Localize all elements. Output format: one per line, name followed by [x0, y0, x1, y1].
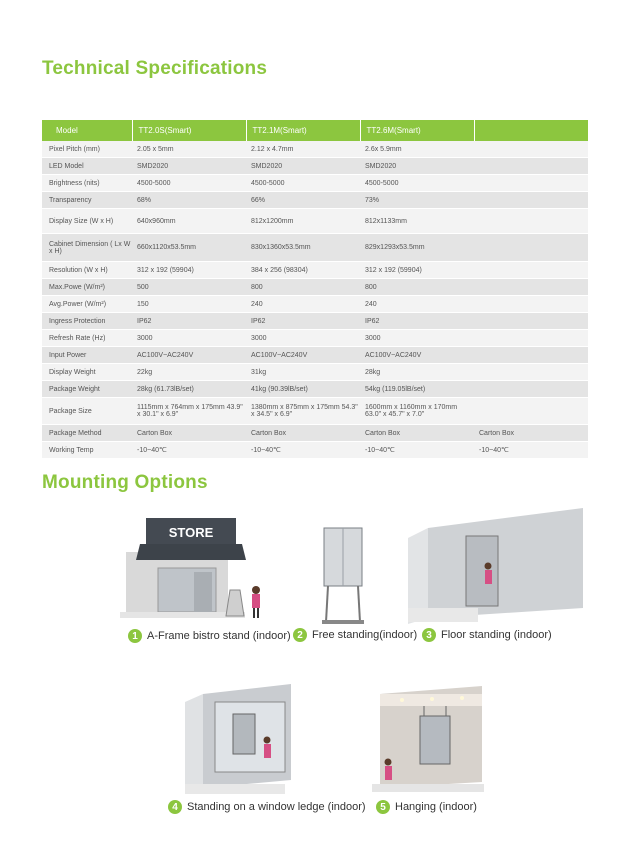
spec-label: Ingress Protection — [42, 313, 132, 330]
storefront-illustration — [118, 512, 288, 624]
number-badge: 1 — [128, 629, 142, 643]
spec-row — [42, 158, 588, 175]
spec-label: Cabinet Dimension ( Lx W x H) — [42, 234, 132, 262]
header-extra — [474, 120, 588, 141]
spec-row — [42, 209, 588, 234]
ledge-display — [233, 714, 255, 754]
spec-value: 640x960mm — [132, 209, 246, 234]
spec-row — [42, 262, 588, 279]
mount-option-label: Standing on a window ledge (indoor) — [187, 801, 366, 813]
floor-display — [466, 536, 498, 606]
spec-value: -10~40℃ — [474, 442, 588, 459]
person-body — [252, 594, 260, 608]
spec-value: 66% — [246, 192, 360, 209]
spec-row — [42, 192, 588, 209]
spec-value — [474, 141, 588, 158]
spec-value: 28kg — [360, 364, 474, 381]
stand-leg-right — [358, 586, 360, 622]
spec-label: Pixel Pitch (mm) — [42, 141, 132, 158]
spec-value: 812x1133mm — [360, 209, 474, 234]
spec-row — [42, 175, 588, 192]
spec-value: 312 x 192 (59904) — [132, 262, 246, 279]
spec-value: 240 — [246, 296, 360, 313]
store-sign-text: STORE — [168, 525, 214, 540]
spec-value — [474, 262, 588, 279]
spec-value: 800 — [246, 279, 360, 296]
spec-value: 4500-5000 — [360, 175, 474, 192]
spec-value: 54kg (119.05lB/set) — [360, 381, 474, 398]
spec-value — [474, 398, 588, 425]
spec-label: Avg.Power (W/m²) — [42, 296, 132, 313]
spec-value: AC100V~AC240V — [360, 347, 474, 364]
spec-value: 240 — [360, 296, 474, 313]
stand-leg-left — [326, 586, 328, 622]
a-frame-stand — [226, 590, 244, 616]
header-tt26m: TT2.6M(Smart) — [360, 120, 474, 141]
spec-value — [474, 234, 588, 262]
spec-value: 1600mm x 1160mm x 170mm 63.0" x 45.7" x 7.0" — [360, 398, 474, 425]
pavement — [185, 784, 285, 794]
spec-value — [474, 279, 588, 296]
spec-value: 2.05 x 5mm — [132, 141, 246, 158]
spec-value: 41kg (90.39lB/set) — [246, 381, 360, 398]
spec-value: 4500-5000 — [246, 175, 360, 192]
spec-value: IP62 — [132, 313, 246, 330]
spec-label: Refresh Rate (Hz) — [42, 330, 132, 347]
spec-value: 800 — [360, 279, 474, 296]
spec-value: 3000 — [132, 330, 246, 347]
mount-option-label: Hanging (indoor) — [395, 801, 477, 813]
spec-value — [474, 381, 588, 398]
spec-value — [474, 330, 588, 347]
spec-value: 150 — [132, 296, 246, 313]
spec-value: Carton Box — [132, 425, 246, 442]
spec-row — [42, 296, 588, 313]
spec-value — [474, 175, 588, 192]
spec-value: 68% — [132, 192, 246, 209]
spec-label: Package Weight — [42, 381, 132, 398]
spec-value: 829x1293x53.5mm — [360, 234, 474, 262]
mount-option-label: Floor standing (indoor) — [441, 629, 552, 641]
spec-value: Carton Box — [474, 425, 588, 442]
spec-row — [42, 141, 588, 158]
spec-label: Working Temp — [42, 442, 132, 459]
spec-value: 28kg (61.73lB/set) — [132, 381, 246, 398]
spec-value — [474, 158, 588, 175]
mount-option-3 — [422, 628, 552, 642]
spec-value — [474, 296, 588, 313]
spec-value: AC100V~AC240V — [132, 347, 246, 364]
spec-value: Carton Box — [360, 425, 474, 442]
number-badge: 3 — [422, 628, 436, 642]
spec-value: SMD2020 — [246, 158, 360, 175]
spec-value: -10~40℃ — [132, 442, 246, 459]
store-awning — [136, 544, 246, 560]
spec-label: Display Size (W x H) — [42, 209, 132, 234]
mount-option-label: Free standing(indoor) — [312, 629, 418, 641]
spec-row — [42, 442, 588, 459]
spec-value: 2.6x 5.9mm — [360, 141, 474, 158]
spec-value: Carton Box — [246, 425, 360, 442]
spec-row — [42, 364, 588, 381]
mount-option-5 — [376, 800, 477, 814]
number-badge: 4 — [168, 800, 182, 814]
header-tt20s: TT2.0S(Smart) — [132, 120, 246, 141]
spec-value — [474, 313, 588, 330]
spec-header-row — [42, 120, 588, 141]
spec-label: Package Method — [42, 425, 132, 442]
mount-option-label: A-Frame bistro stand (indoor) — [147, 630, 291, 642]
spec-value — [474, 364, 588, 381]
header-tt21m: TT2.1M(Smart) — [246, 120, 360, 141]
stand-base — [322, 620, 364, 624]
store-door — [194, 572, 212, 612]
spec-value: 2.12 x 4.7mm — [246, 141, 360, 158]
spec-row — [42, 381, 588, 398]
floor-tiles — [408, 608, 478, 622]
spec-label: Resolution (W x H) — [42, 262, 132, 279]
floor-standing-illustration — [408, 508, 588, 624]
spec-value: 1115mm x 764mm x 175mm 43.9" x 30.1" x 6.9" — [132, 398, 246, 425]
spec-value: IP62 — [246, 313, 360, 330]
mount-option-1 — [128, 629, 291, 643]
spec-value: 312 x 192 (59904) — [360, 262, 474, 279]
spec-value: 73% — [360, 192, 474, 209]
spec-value: 4500-5000 — [132, 175, 246, 192]
spec-label: Transparency — [42, 192, 132, 209]
hanging-illustration — [372, 686, 484, 794]
spec-value: 31kg — [246, 364, 360, 381]
room-wall — [428, 508, 583, 618]
spec-title: Technical Specifications — [42, 58, 268, 79]
spec-row — [42, 330, 588, 347]
spec-label: Display Weight — [42, 364, 132, 381]
spec-row — [42, 279, 588, 296]
spec-row — [42, 234, 588, 262]
spec-value: 3000 — [360, 330, 474, 347]
spec-value: IP62 — [360, 313, 474, 330]
window-ledge-illustration — [185, 680, 295, 794]
spec-value: 1380mm x 875mm x 175mm 54.3" x 34.5" x 6.9" — [246, 398, 360, 425]
spec-row — [42, 347, 588, 364]
spec-value: 812x1200mm — [246, 209, 360, 234]
spec-value: 830x1360x53.5mm — [246, 234, 360, 262]
spec-value: 3000 — [246, 330, 360, 347]
free-standing-illustration — [318, 526, 368, 626]
spec-label: Input Power — [42, 347, 132, 364]
spec-value: 500 — [132, 279, 246, 296]
spec-value — [474, 209, 588, 234]
person-head — [252, 586, 260, 594]
spec-row — [42, 398, 588, 425]
spec-label: Package Size — [42, 398, 132, 425]
mount-option-2 — [293, 628, 417, 642]
spec-value: SMD2020 — [360, 158, 474, 175]
spec-label: Brightness (nits) — [42, 175, 132, 192]
spec-value: 660x1120x53.5mm — [132, 234, 246, 262]
spec-value: AC100V~AC240V — [246, 347, 360, 364]
spec-row — [42, 425, 588, 442]
spec-value — [474, 347, 588, 364]
hanging-display — [420, 716, 450, 764]
mount-option-4 — [168, 800, 366, 814]
number-badge: 5 — [376, 800, 390, 814]
spec-value — [474, 192, 588, 209]
spec-value: -10~40℃ — [246, 442, 360, 459]
spec-value: SMD2020 — [132, 158, 246, 175]
spec-value: 384 x 256 (98304) — [246, 262, 360, 279]
spec-label: Max.Powe (W/m²) — [42, 279, 132, 296]
number-badge: 2 — [293, 628, 307, 642]
spec-value: -10~40℃ — [360, 442, 474, 459]
spec-label: LED Model — [42, 158, 132, 175]
header-model: Model — [42, 120, 132, 141]
spec-row — [42, 313, 588, 330]
spec-value: 22kg — [132, 364, 246, 381]
spec-table — [42, 120, 589, 459]
mount-title: Mounting Options — [42, 472, 208, 493]
